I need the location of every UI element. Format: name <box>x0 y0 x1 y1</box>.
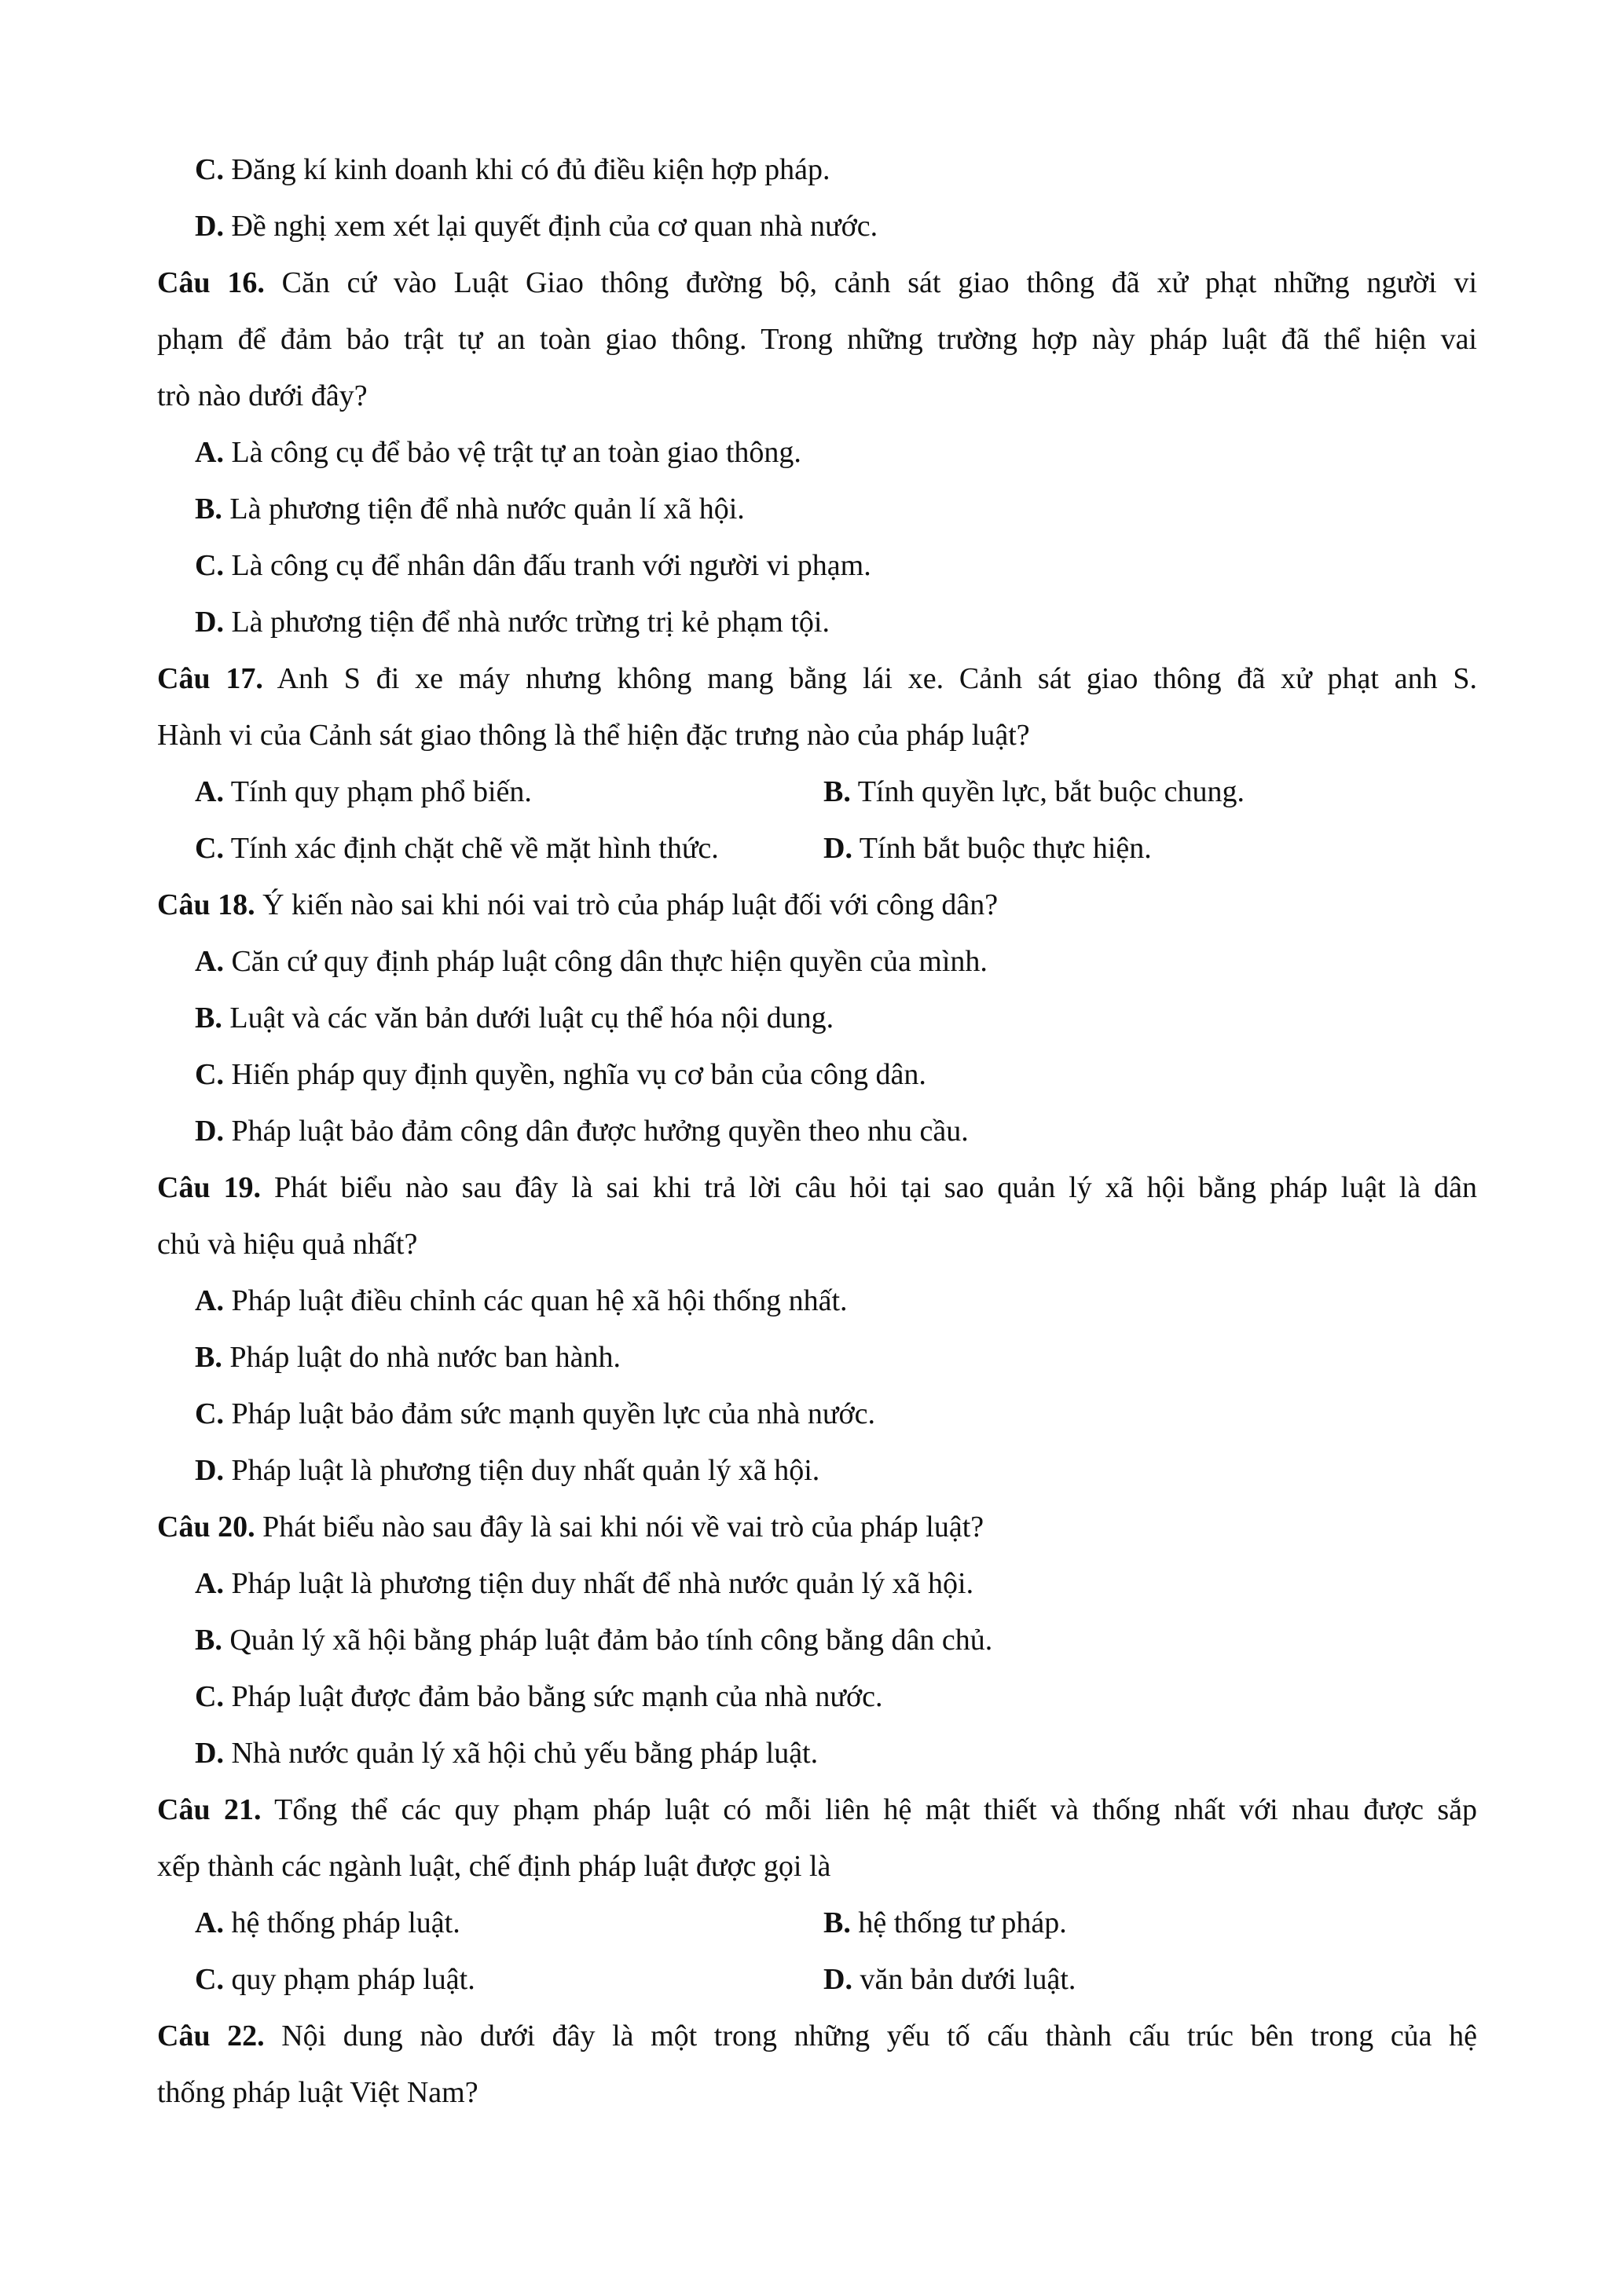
options-row <box>157 1951 1477 2008</box>
question-stem-line: Phát biểu nào sau đây là sai khi trả lời câu hỏi tại sao quản lý xã hội bằng pháp luật là dân <box>274 1171 1477 1204</box>
option-text: Là phương tiện để nhà nước trừng trị kẻ phạm tội. <box>231 606 830 639</box>
question-20-stem <box>157 1499 1477 1555</box>
question-22-stem <box>157 2008 1477 2064</box>
option-letter: D. <box>823 832 852 865</box>
options-row <box>157 820 1477 877</box>
question-label: Câu 18. <box>157 888 255 921</box>
option-a <box>157 933 1477 990</box>
option-letter: C. <box>195 153 224 186</box>
option-d <box>157 594 1477 650</box>
option-text: Căn cứ quy định pháp luật công dân thực hiện quyền của mình. <box>231 945 988 978</box>
option-text: Pháp luật bảo đảm sức mạnh quyền lực của nhà nước. <box>231 1397 875 1430</box>
question-18-stem <box>157 877 1477 933</box>
option-letter: C. <box>195 549 224 582</box>
question-stem-line: thống pháp luật Việt Nam? <box>157 2076 478 2109</box>
option-c <box>195 1951 823 2008</box>
option-letter: A. <box>195 436 224 469</box>
option-letter: D. <box>195 1737 224 1770</box>
question-stem-line: phạm để đảm bảo trật tự an toàn giao thông. Trong những trường hợp này pháp luật đã thể hiện vai <box>157 323 1477 356</box>
option-text: văn bản dưới luật. <box>860 1963 1076 1996</box>
question-17-stem <box>157 650 1477 707</box>
option-d <box>157 1725 1477 1782</box>
option-text: hệ thống pháp luật. <box>231 1906 460 1939</box>
question-stem-line: Anh S đi xe máy nhưng không mang bằng lái xe. Cảnh sát giao thông đã xử phạt anh S. <box>277 662 1477 695</box>
option-text: Là phương tiện để nhà nước quản lí xã hội. <box>229 493 745 525</box>
option-b <box>157 481 1477 537</box>
question-stem-line: Căn cứ vào Luật Giao thông đường bộ, cảnh sát giao thông đã xử phạt những người vi <box>281 266 1477 299</box>
option-letter: C. <box>195 832 224 865</box>
option-text: Pháp luật điều chỉnh các quan hệ xã hội thống nhất. <box>231 1284 848 1317</box>
option-text: Tính bắt buộc thực hiện. <box>859 832 1152 865</box>
option-b <box>157 1612 1477 1668</box>
question-stem-line: Phát biểu nào sau đây là sai khi nói về vai trò của pháp luật? <box>262 1511 984 1543</box>
document-page <box>157 141 1477 2121</box>
option-c <box>157 1386 1477 1442</box>
option-text: Đăng kí kinh doanh khi có đủ điều kiện hợp pháp. <box>231 153 830 186</box>
option-d <box>823 820 1452 877</box>
option-a <box>157 1555 1477 1612</box>
question-label: Câu 20. <box>157 1511 255 1543</box>
option-letter: D. <box>823 1963 852 1996</box>
option-text: Quản lý xã hội bằng pháp luật đảm bảo tính công bằng dân chủ. <box>229 1624 993 1657</box>
question-label: Câu 21. <box>157 1793 262 1826</box>
question-16-stem <box>157 255 1477 311</box>
option-c <box>157 141 1477 198</box>
option-text: Nhà nước quản lý xã hội chủ yếu bằng pháp luật. <box>231 1737 819 1770</box>
question-stem-line: Ý kiến nào sai khi nói vai trò của pháp luật đối với công dân? <box>262 888 999 921</box>
option-letter: C. <box>195 1680 224 1713</box>
option-letter: A. <box>195 945 224 978</box>
option-a <box>195 1895 823 1951</box>
option-letter: C. <box>195 1058 224 1091</box>
question-19-stem <box>157 1159 1477 1216</box>
option-text: Pháp luật bảo đảm công dân được hưởng quyền theo nhu cầu. <box>231 1115 969 1148</box>
question-stem-line: trò nào dưới đây? <box>157 379 368 412</box>
option-letter: B. <box>195 1002 222 1034</box>
option-b <box>823 1895 1452 1951</box>
option-letter: B. <box>823 775 851 808</box>
option-text: hệ thống tư pháp. <box>858 1906 1067 1939</box>
option-letter: D. <box>195 606 224 639</box>
option-text: quy phạm pháp luật. <box>231 1963 475 1996</box>
option-text: Là công cụ để nhân dân đấu tranh với người vi phạm. <box>231 549 871 582</box>
option-d <box>157 1103 1477 1159</box>
option-letter: D. <box>195 210 224 243</box>
option-d <box>823 1951 1452 2008</box>
options-row <box>157 1895 1477 1951</box>
option-c <box>195 820 823 877</box>
option-text: Tính xác định chặt chẽ về mặt hình thức. <box>230 832 719 865</box>
question-21-stem <box>157 1782 1477 1838</box>
question-stem-line: Nội dung nào dưới đây là một trong những yếu tố cấu thành cấu trúc bên trong của hệ <box>281 2020 1477 2052</box>
option-letter: C. <box>195 1963 224 1996</box>
option-letter: B. <box>195 493 222 525</box>
option-text: Pháp luật được đảm bảo bằng sức mạnh của nhà nước. <box>231 1680 883 1713</box>
option-text: Hiến pháp quy định quyền, nghĩa vụ cơ bản của công dân. <box>231 1058 926 1091</box>
option-text: Pháp luật là phương tiện duy nhất quản lý xã hội. <box>231 1454 820 1487</box>
option-letter: A. <box>195 775 224 808</box>
option-d <box>157 198 1477 255</box>
option-letter: A. <box>195 1567 224 1600</box>
option-c <box>157 1046 1477 1103</box>
option-letter: B. <box>195 1624 222 1657</box>
question-stem-line: Hành vi của Cảnh sát giao thông là thể hiện đặc trưng nào của pháp luật? <box>157 719 1030 752</box>
question-stem-line: Tổng thể các quy phạm pháp luật có mỗi liên hệ mật thiết và thống nhất với nhau được sắp <box>274 1793 1477 1826</box>
option-letter: A. <box>195 1284 224 1317</box>
options-row <box>157 764 1477 820</box>
option-letter: D. <box>195 1115 224 1148</box>
option-text: Pháp luật là phương tiện duy nhất để nhà nước quản lý xã hội. <box>231 1567 974 1600</box>
question-label: Câu 19. <box>157 1171 262 1204</box>
option-c <box>157 1668 1477 1725</box>
question-stem-line: xếp thành các ngành luật, chế định pháp luật được gọi là <box>157 1850 831 1883</box>
option-b <box>157 990 1477 1046</box>
option-a <box>157 1273 1477 1329</box>
option-a <box>157 424 1477 481</box>
option-letter: C. <box>195 1397 224 1430</box>
option-d <box>157 1442 1477 1499</box>
option-text: Tính quyền lực, bắt buộc chung. <box>857 775 1245 808</box>
option-text: Pháp luật do nhà nước ban hành. <box>229 1341 621 1374</box>
option-text: Tính quy phạm phổ biến. <box>230 775 532 808</box>
question-label: Câu 22. <box>157 2020 265 2052</box>
option-a <box>195 764 823 820</box>
option-c <box>157 537 1477 594</box>
question-stem-line: chủ và hiệu quả nhất? <box>157 1228 418 1261</box>
option-text: Đề nghị xem xét lại quyết định của cơ quan nhà nước. <box>231 210 878 243</box>
question-label: Câu 17. <box>157 662 263 695</box>
option-text: Luật và các văn bản dưới luật cụ thể hóa nội dung. <box>229 1002 834 1034</box>
option-b <box>823 764 1452 820</box>
option-letter: D. <box>195 1454 224 1487</box>
option-text: Là công cụ để bảo vệ trật tự an toàn giao thông. <box>231 436 801 469</box>
option-letter: B. <box>823 1906 851 1939</box>
question-label: Câu 16. <box>157 266 265 299</box>
option-letter: B. <box>195 1341 222 1374</box>
option-b <box>157 1329 1477 1386</box>
option-letter: A. <box>195 1906 224 1939</box>
